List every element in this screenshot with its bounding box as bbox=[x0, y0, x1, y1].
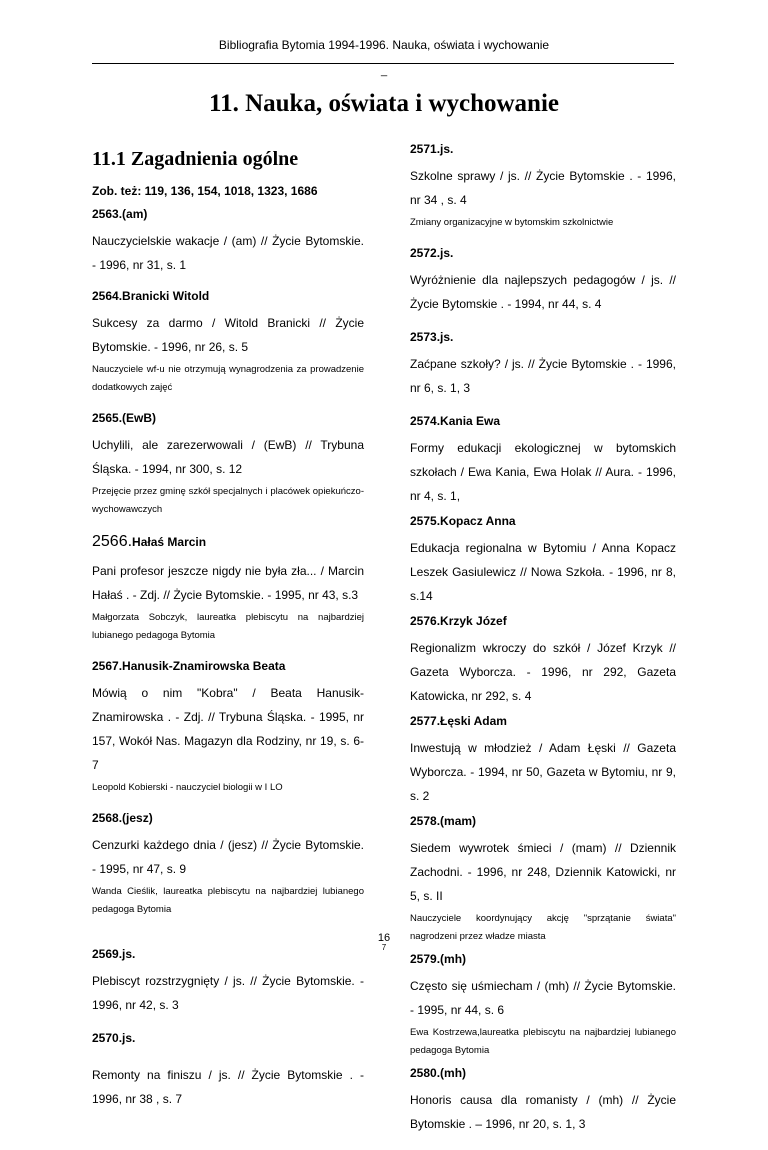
entry-description: Cenzurki każdego dnia / (jesz) // Życie Bytomskie. - 1995, nr 47, s. 9 bbox=[92, 838, 364, 876]
page-mark: 7 bbox=[381, 943, 387, 952]
section-title: 11.1 Zagadnienia ogólne bbox=[92, 148, 299, 170]
entry-id: 2568.(jesz) bbox=[92, 811, 153, 825]
entry-description: Uchylili, ale zarezerwowali / (EwB) // Trybuna Śląska. - 1994, nr 300, s. 12 bbox=[92, 438, 364, 476]
entry-description: Pani profesor jeszcze nigdy nie była zła... / Marcin Hałaś . - Zdj. // Życie Bytomskie. - 1995, nr 43, s.3 bbox=[92, 564, 364, 602]
entry-id: 2563.(am) bbox=[92, 207, 148, 221]
entry-description: Zaćpane szkoły? / js. // Życie Bytomskie . - 1996, nr 6, s. 1, 3 bbox=[410, 357, 676, 395]
entry-2578 bbox=[410, 814, 676, 946]
entry-description: Plebiscyt rozstrzygnięty / js. // Życie Bytomskie. - 1996, nr 42, s. 3 bbox=[92, 974, 364, 1012]
right-column bbox=[410, 142, 676, 1150]
entry-description: Często się uśmiecham / (mh) // Życie Bytomskie. - 1995, nr 44, s. 6 bbox=[410, 979, 676, 1017]
entry-id bbox=[92, 533, 364, 551]
page-number bbox=[0, 932, 768, 952]
see-also: Zob. też: 119, 136, 154, 1018, 1323, 1686 bbox=[92, 184, 318, 198]
entry-description: Remonty na finiszu / js. // Życie Bytomskie . - 1996, nr 38 , s. 7 bbox=[92, 1068, 364, 1106]
entry-2572 bbox=[410, 246, 676, 316]
entry-description: Szkolne sprawy / js. // Życie Bytomskie . - 1996, nr 34 , s. 4 bbox=[410, 169, 676, 207]
entry-note: Leopold Kobierski - nauczyciel biologii w I LO bbox=[92, 782, 283, 793]
entry-2564 bbox=[92, 289, 364, 397]
header-dash: _ bbox=[380, 65, 388, 77]
entry-id: 2579.(mh) bbox=[410, 952, 467, 966]
entry-2571 bbox=[410, 142, 676, 232]
entry-note: Przejęcie przez gminę szkół specjalnych i placówek opiekuńczo-wychowawczych bbox=[92, 486, 364, 515]
entry-2563 bbox=[92, 207, 364, 277]
entry-2573 bbox=[410, 330, 676, 400]
page-number-value: 16 bbox=[377, 932, 391, 944]
entry-note: Zmiany organizacyjne w bytomskim szkolnictwie bbox=[410, 217, 614, 228]
chapter-title: 11. Nauka, oświata i wychowanie bbox=[208, 90, 560, 117]
entry-2565 bbox=[92, 411, 364, 519]
entry-description: Regionalizm wkroczy do szkół / Józef Krzyk // Gazeta Wyborcza. - 1996, nr 292, Gazeta Katowicka, nr 292, s. 4 bbox=[410, 641, 676, 703]
entry-description: Inwestują w młodzież / Adam Łęski // Gazeta Wyborcza. - 1994, nr 50, Gazeta w Bytomiu, nr 9, s. 2 bbox=[410, 741, 676, 803]
left-column bbox=[92, 142, 364, 1125]
entry-2575 bbox=[410, 514, 676, 608]
entry-2577 bbox=[410, 714, 676, 808]
entry-id: 2565.(EwB) bbox=[92, 411, 157, 425]
entry-2566 bbox=[92, 533, 364, 645]
entry-2570 bbox=[92, 1031, 364, 1111]
entry-2580 bbox=[410, 1066, 676, 1136]
running-header: Bibliografia Bytomia 1994-1996. Nauka, oświata i wychowanie bbox=[218, 38, 550, 52]
entry-description: Siedem wywrotek śmieci / (mam) // Dziennik Zachodni. - 1996, nr 248, Dziennik Katowicki, nr 5, s. II bbox=[410, 841, 676, 903]
entry-2579 bbox=[410, 952, 676, 1060]
entry-2567 bbox=[92, 659, 364, 797]
entry-2576 bbox=[410, 614, 676, 708]
entry-id: 2573.js. bbox=[410, 330, 454, 344]
entry-number: 2566. bbox=[92, 533, 133, 550]
entry-id: 2575.Kopacz Anna bbox=[410, 514, 516, 528]
entry-2568 bbox=[92, 811, 364, 919]
entry-id: 2580.(mh) bbox=[410, 1066, 467, 1080]
entry-id: 2578.(mam) bbox=[410, 814, 477, 828]
entry-2569 bbox=[92, 947, 364, 1017]
entry-description: Formy edukacji ekologicznej w bytomskich szkołach / Ewa Kania, Ewa Holak // Aura. - 1996, nr 4, s. 1, bbox=[410, 441, 676, 503]
entry-description: Edukacja regionalna w Bytomiu / Anna Kopacz Leszek Gasiulewicz // Nowa Szkoła. - 1996, nr 8, s.14 bbox=[410, 541, 676, 603]
entry-id: 2572.js. bbox=[410, 246, 454, 260]
entry-description: Wyróżnienie dla najlepszych pedagogów / js. // Życie Bytomskie . - 1994, nr 44, s. 4 bbox=[410, 273, 676, 311]
entry-description: Nauczycielskie wakacje / (am) // Życie Bytomskie. - 1996, nr 31, s. 1 bbox=[92, 234, 364, 272]
entry-id: 2574.Kania Ewa bbox=[410, 414, 501, 428]
entry-note: Małgorzata Sobczyk, laureatka plebiscytu na najbardziej lubianego pedagoga Bytomia bbox=[92, 612, 364, 641]
entry-id: 2571.js. bbox=[410, 142, 454, 156]
entry-description: Mówią o nim "Kobra" / Beata Hanusik-Znamirowska . - Zdj. // Trybuna Śląska. - 1995, nr 157, Wokół Nas. Magazyn dla Rodziny, nr 19, s. 6-7 bbox=[92, 686, 364, 772]
entry-id: 2577.Łęski Adam bbox=[410, 714, 507, 728]
entry-id: 2569.js. bbox=[92, 947, 136, 961]
entry-id: 2570.js. bbox=[92, 1031, 136, 1045]
entry-description: Honoris causa dla romanisty / (mh) // Życie Bytomskie . – 1996, nr 20, s. 1, 3 bbox=[410, 1093, 676, 1131]
entry-id: 2576.Krzyk Józef bbox=[410, 614, 507, 628]
entry-note: Ewa Kostrzewa,laureatka plebiscytu na najbardziej lubianego pedagoga Bytomia bbox=[410, 1027, 676, 1056]
entry-note: Nauczyciele koordynujący akcję "sprzątanie świata" nagrodzeni przez władze miasta bbox=[410, 913, 676, 942]
entry-description: Sukcesy za darmo / Witold Branicki // Życie Bytomskie. - 1996, nr 26, s. 5 bbox=[92, 316, 364, 354]
entry-note: Wanda Cieślik, laureatka plebiscytu na najbardziej lubianego pedagoga Bytomia bbox=[92, 886, 364, 915]
entry-2574 bbox=[410, 414, 676, 508]
entry-author: Hałaś Marcin bbox=[132, 535, 207, 549]
entry-note: Nauczyciele wf-u nie otrzymują wynagrodzenia za prowadzenie dodatkowych zajęć bbox=[92, 364, 364, 393]
entry-id: 2564.Branicki Witold bbox=[92, 289, 210, 303]
entry-id: 2567.Hanusik-Znamirowska Beata bbox=[92, 659, 286, 673]
